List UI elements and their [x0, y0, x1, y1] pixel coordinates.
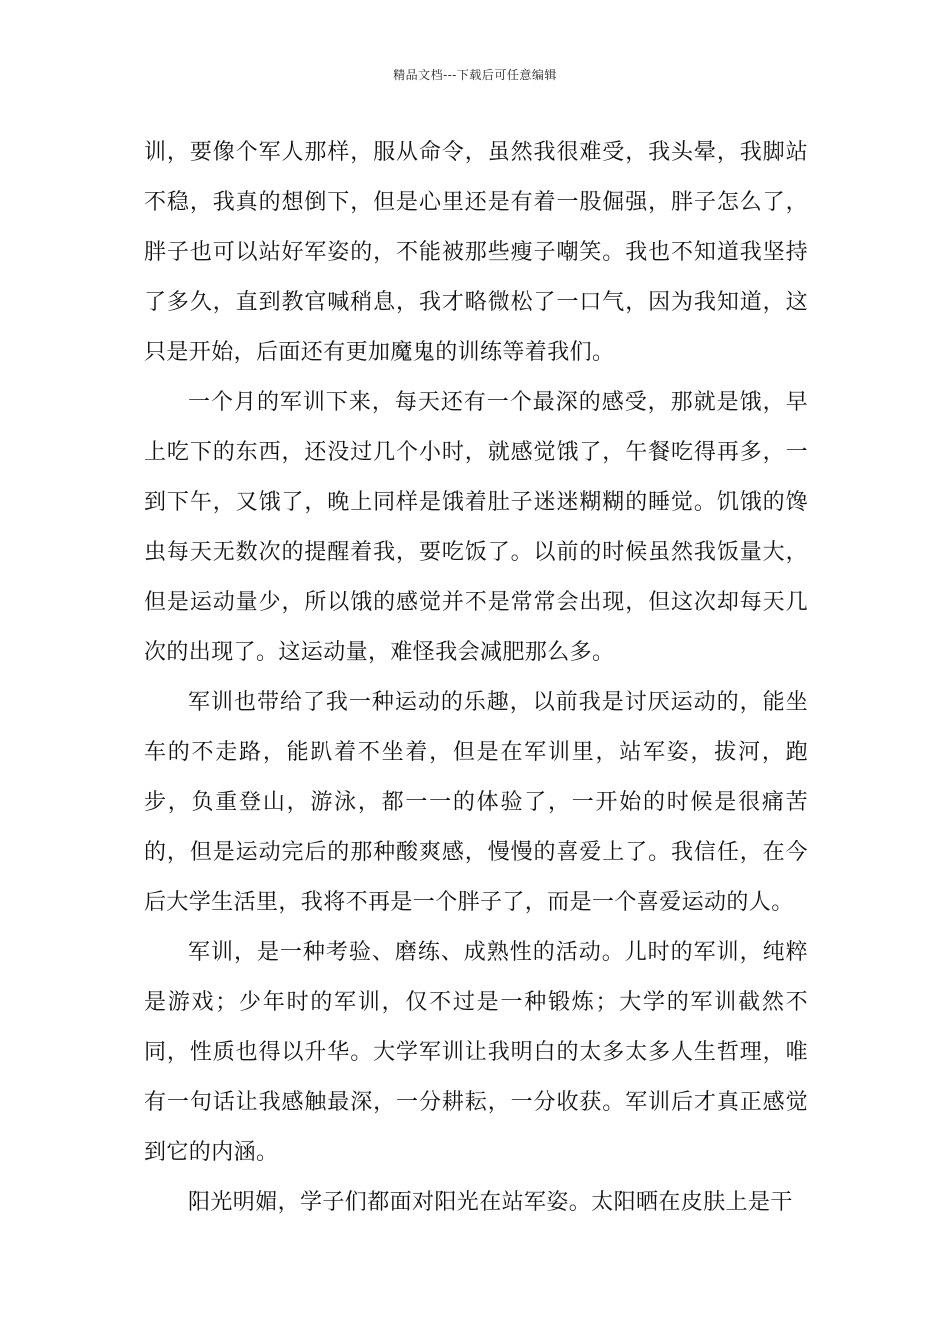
- paragraph-1: 训，要像个军人那样，服从命令，虽然我很难受，我头晕，我脚站不稳，我真的想倒下，但是心里还是有着一股倔强，胖子怎么了，胖子也可以站好军姿的，不能被那些瘦子嘲笑。我也不知道我坚持了多久，直到教官喊稍息，我才略微松了一口气，因为我知道，这只是开始，后面还有更加魔鬼的训练等着我们。: [144, 140, 808, 365]
- paragraph-3: 军训也带给了我一种运动的乐趣，以前我是讨厌运动的，能坐车的不走路，能趴着不坐着，但是在军训里，站军姿，拔河，跑步，负重登山，游泳，都一一的体验了，一开始的时候是很痛苦的，但是运动完后的那种酸爽感，慢慢的喜爱上了。我信任，在今后大学生活里，我将不再是一个胖子了，而是一个喜爱运动的人。: [144, 690, 808, 915]
- paragraph-5: 阳光明媚，学子们都面对阳光在站军姿。太阳晒在皮肤上是干: [188, 1190, 793, 1215]
- page-header: 精品文档---下载后可任意编辑: [393, 68, 557, 82]
- paragraph-4: 军训，是一种考验、磨练、成熟性的活动。儿时的军训，纯粹是游戏；少年时的军训，仅不过是一种锻炼；大学的军训截然不同，性质也得以升华。大学军训让我明白的太多太多人生哲理，唯有一句话让我感触最深，一分耕耘，一分收获。军训后才真正感觉到它的内涵。: [144, 940, 808, 1165]
- document-body: [144, 128, 808, 1228]
- paragraph-2: 一个月的军训下来，每天还有一个最深的感受，那就是饿，早上吃下的东西，还没过几个小时，就感觉饿了，午餐吃得再多，一到下午，又饿了，晚上同样是饿着肚子迷迷糊糊的睡觉。饥饿的馋虫每天无数次的提醒着我，要吃饭了。以前的时候虽然我饭量大，但是运动量少，所以饿的感觉并不是常常会出现，但这次却每天几次的出现了。这运动量，难怪我会减肥那么多。: [144, 390, 808, 665]
